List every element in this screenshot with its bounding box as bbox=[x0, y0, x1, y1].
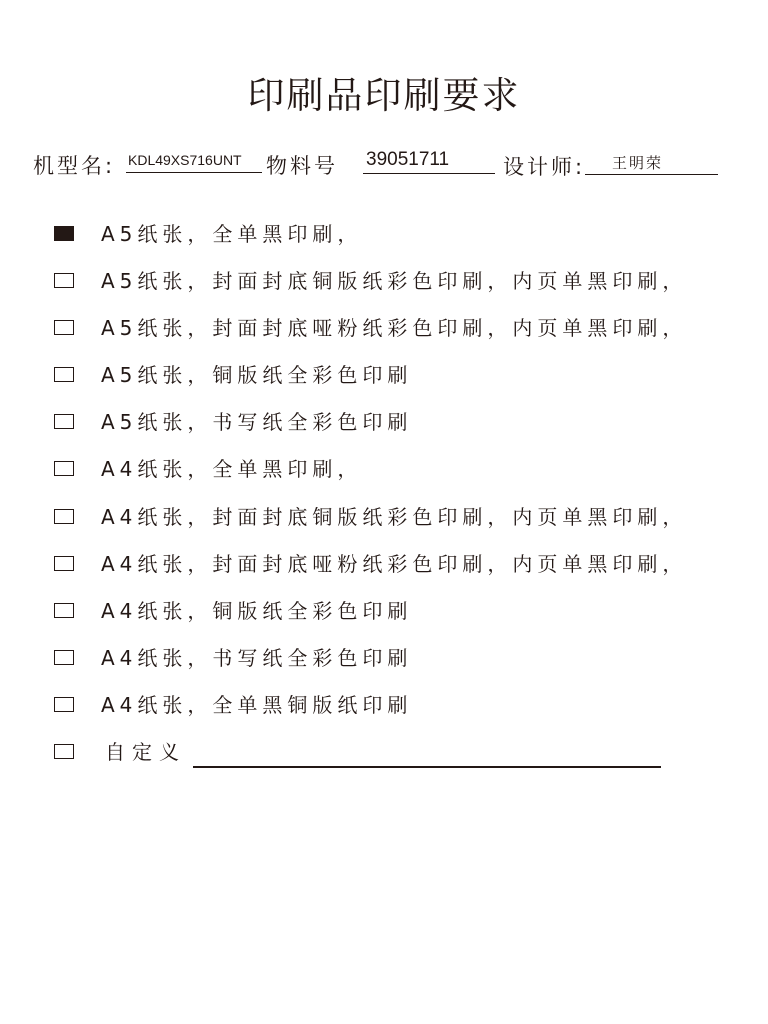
option-checkbox[interactable] bbox=[54, 226, 74, 241]
option-label: A4纸张，铜版纸全彩色印刷 bbox=[101, 599, 413, 623]
option-checkbox[interactable] bbox=[54, 650, 74, 665]
material-underline bbox=[363, 173, 495, 174]
material-value[interactable]: 39051711 bbox=[366, 149, 450, 170]
designer-label: 设计师: bbox=[503, 155, 586, 179]
model-value[interactable]: KDL49XS716UNT bbox=[128, 152, 242, 168]
option-label: A5纸张，全单黑印刷， bbox=[101, 222, 363, 246]
option-checkbox[interactable] bbox=[54, 320, 74, 335]
model-underline bbox=[126, 172, 262, 173]
option-label: A4纸张，全单黑铜版纸印刷 bbox=[101, 693, 413, 717]
option-label: A5纸张，封面封底铜版纸彩色印刷，内页单黑印刷， bbox=[101, 269, 688, 293]
option-checkbox[interactable] bbox=[54, 697, 74, 712]
option-row[interactable] bbox=[54, 691, 754, 721]
option-label: A4纸张，书写纸全彩色印刷 bbox=[101, 646, 413, 670]
option-row[interactable] bbox=[54, 503, 754, 533]
option-row[interactable] bbox=[54, 408, 754, 438]
option-checkbox[interactable] bbox=[54, 414, 74, 429]
option-label: A5纸张，书写纸全彩色印刷 bbox=[101, 410, 413, 434]
option-label: A5纸张，铜版纸全彩色印刷 bbox=[101, 363, 413, 387]
option-row[interactable] bbox=[54, 455, 754, 485]
designer-underline bbox=[585, 174, 718, 175]
custom-option-checkbox[interactable] bbox=[54, 744, 74, 759]
option-row[interactable] bbox=[54, 361, 754, 391]
option-row[interactable] bbox=[54, 644, 754, 674]
option-checkbox[interactable] bbox=[54, 556, 74, 571]
custom-option-row[interactable] bbox=[54, 738, 754, 768]
option-label: A4纸张，全单黑印刷， bbox=[101, 457, 363, 481]
option-row[interactable] bbox=[54, 220, 754, 250]
option-checkbox[interactable] bbox=[54, 273, 74, 288]
option-label: A5纸张，封面封底哑粉纸彩色印刷，内页单黑印刷， bbox=[101, 316, 688, 340]
option-checkbox[interactable] bbox=[54, 509, 74, 524]
option-checkbox[interactable] bbox=[54, 461, 74, 476]
option-checkbox[interactable] bbox=[54, 367, 74, 382]
option-row[interactable] bbox=[54, 314, 754, 344]
model-label: 机型名: bbox=[33, 154, 116, 178]
custom-input-line[interactable] bbox=[193, 766, 661, 768]
option-label: A4纸张，封面封底铜版纸彩色印刷，内页单黑印刷， bbox=[101, 505, 688, 529]
material-label: 物料号 bbox=[266, 154, 338, 178]
custom-option-label: 自定义 bbox=[105, 740, 186, 764]
option-label: A4纸张，封面封底哑粉纸彩色印刷，内页单黑印刷， bbox=[101, 552, 688, 576]
option-checkbox[interactable] bbox=[54, 603, 74, 618]
document-title: 印刷品印刷要求 bbox=[247, 74, 521, 117]
option-row[interactable] bbox=[54, 597, 754, 627]
option-row[interactable] bbox=[54, 267, 754, 297]
designer-value[interactable]: 王明荣 bbox=[612, 154, 664, 172]
option-row[interactable] bbox=[54, 550, 754, 580]
